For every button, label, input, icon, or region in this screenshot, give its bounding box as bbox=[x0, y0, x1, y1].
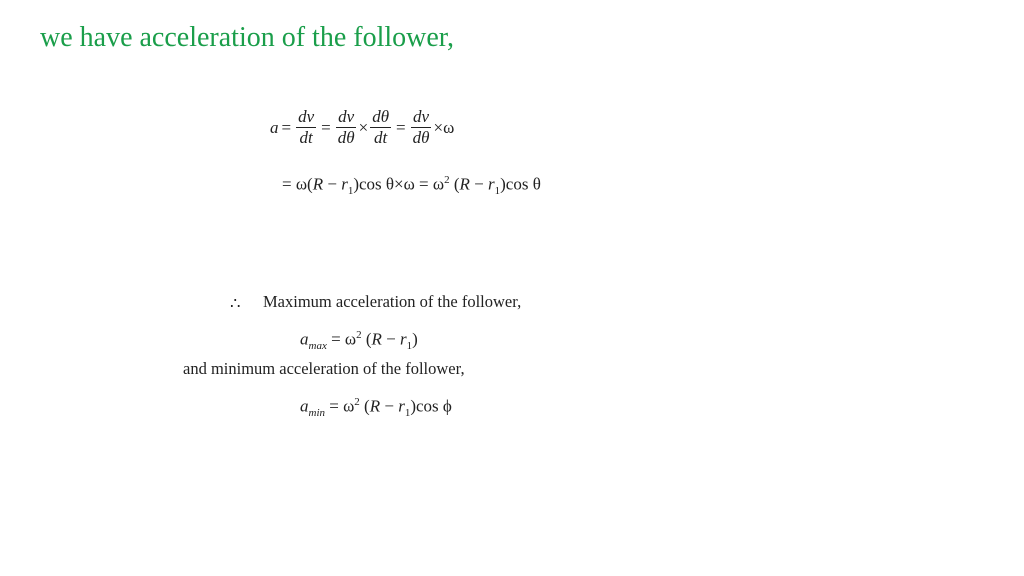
fraction-numerator: dv bbox=[298, 107, 315, 126]
amax-minus: − bbox=[381, 329, 401, 349]
eq2-r2: r bbox=[488, 174, 495, 194]
min-acceleration-text: and minimum acceleration of the follower, bbox=[183, 359, 465, 378]
fraction-denominator: dt bbox=[299, 128, 313, 147]
amin-a: a bbox=[300, 396, 309, 416]
amax-rest2: ( bbox=[361, 329, 372, 349]
eq2-r: r bbox=[341, 174, 348, 194]
max-acceleration-text: Maximum acceleration of the follower, bbox=[263, 292, 522, 311]
fraction-dtheta-dt bbox=[370, 108, 391, 147]
fraction-denominator: dt bbox=[374, 128, 388, 147]
amin-rest1: = ω bbox=[325, 396, 355, 416]
eq1-lhs: a bbox=[270, 117, 279, 137]
amin-minus: − bbox=[380, 396, 399, 416]
fraction-denominator: dθ bbox=[412, 128, 430, 147]
amax-a: a bbox=[300, 329, 309, 349]
amin-sub: min bbox=[308, 407, 325, 420]
eq1-equals-2: = bbox=[321, 117, 331, 137]
fraction-numerator: dθ bbox=[372, 107, 390, 126]
fraction-numerator: dv bbox=[338, 107, 355, 126]
eq2-r-sub: 1 bbox=[347, 185, 354, 198]
eq2-r2-sub: 1 bbox=[494, 185, 501, 198]
amax-rest1: = ω bbox=[326, 329, 357, 349]
equation-amax bbox=[300, 329, 418, 352]
equation-acceleration-derivative bbox=[270, 108, 454, 147]
amin-rest3: )cos ϕ bbox=[410, 396, 452, 416]
amax-r-sub: 1 bbox=[406, 340, 413, 353]
eq2-R2: R bbox=[459, 174, 470, 194]
amax-R: R bbox=[371, 329, 382, 349]
fraction-dv-dtheta bbox=[336, 108, 357, 147]
amin-R: R bbox=[369, 396, 381, 416]
eq2-square: 2 bbox=[444, 174, 450, 186]
eq1-equals-3: = bbox=[396, 117, 406, 137]
fraction-dv-dt bbox=[296, 108, 316, 147]
eq2-part1: = ω( bbox=[282, 174, 313, 194]
eq2-part2: )cos θ×ω = ω bbox=[353, 174, 445, 194]
eq2-part4: )cos θ bbox=[500, 174, 541, 194]
amax-rest3: ) bbox=[412, 329, 418, 349]
amin-square: 2 bbox=[354, 396, 360, 408]
fraction-dv-dtheta-2 bbox=[411, 108, 432, 147]
amin-rest2: ( bbox=[359, 396, 370, 416]
eq1-times: × bbox=[358, 117, 369, 137]
equation-amin bbox=[300, 396, 452, 419]
amax-sub: max bbox=[308, 340, 327, 353]
eq1-equals: = bbox=[281, 117, 292, 137]
fraction-numerator: dv bbox=[413, 107, 430, 126]
fraction-denominator: dθ bbox=[337, 128, 355, 147]
therefore-symbol: ∴ bbox=[230, 294, 241, 313]
page-title: we have acceleration of the follower, bbox=[40, 22, 454, 53]
eq2-part3: ( bbox=[449, 174, 460, 194]
amax-square: 2 bbox=[356, 329, 362, 341]
amin-r: r bbox=[398, 396, 405, 416]
eq2-R: R bbox=[312, 174, 324, 194]
amax-r: r bbox=[400, 329, 407, 349]
eq2-minus2: − bbox=[469, 174, 488, 194]
equation-acceleration-expanded bbox=[282, 174, 541, 197]
eq2-minus: − bbox=[323, 174, 342, 194]
amin-r-sub: 1 bbox=[404, 407, 411, 420]
eq1-times-omega: ×ω bbox=[433, 117, 455, 137]
